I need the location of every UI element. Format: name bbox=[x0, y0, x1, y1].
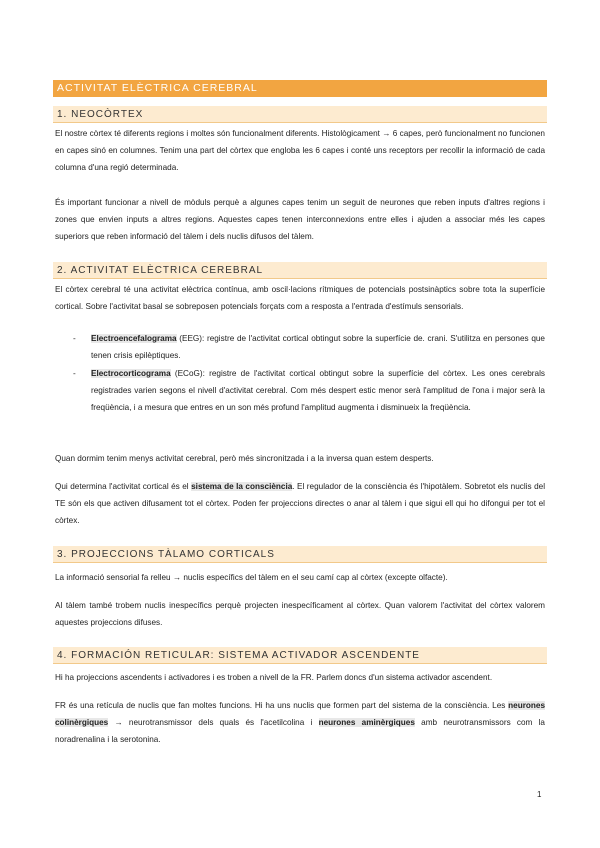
section-2-heading: 2. ACTIVITAT ELÈCTRICA CEREBRAL bbox=[53, 262, 547, 279]
s2-paragraph-3 bbox=[55, 478, 545, 529]
eeg-term: Electroencefalograma bbox=[91, 334, 177, 343]
list-dash: - bbox=[73, 369, 76, 378]
s4-p2-text-a: FR és una retícula de nuclis que fan moltes funcions. Hi ha uns nuclis que formen part del sistema de la consciència. Les bbox=[55, 701, 509, 710]
document-title: ACTIVITAT ELÈCTRICA CEREBRAL bbox=[53, 80, 547, 97]
s2-p3-text-b: . El regulador de la consciència és l'hipotàlem. Sobretot els nuclis del TE són els que activen difusament tot el còrtex. Poden fer projeccions directes o anar al tàlem i que sigui ell qui ho difongui per tot el còrtex. bbox=[55, 482, 546, 525]
s4-p2-text-c: amb neurotransmissors com la noradrenalina i la serotonina. bbox=[55, 718, 545, 744]
page-number: 1 bbox=[537, 790, 542, 799]
ecog-term: Electrocorticograma bbox=[91, 369, 171, 378]
highlight-sistema-consciencia: sistema de la consciència bbox=[191, 482, 293, 491]
s2-p3-text-a: Qui determina l'activitat cortical és el bbox=[55, 482, 192, 491]
list-item-eeg bbox=[91, 330, 545, 364]
s2-paragraph-2: Quan dormim tenim menys activitat cerebral, però més sincronitzada i a la inversa quan estem desperts. bbox=[55, 454, 434, 463]
s4-p2-text-b: → neurotransmissor dels quals és l'acetilcolina i bbox=[108, 718, 319, 727]
highlight-neurones-aminergiques: neurones aminèrgiques bbox=[318, 718, 415, 727]
s4-paragraph-2 bbox=[55, 697, 545, 748]
section-3-heading: 3. PROJECCIONS TÀLAMO CORTICALS bbox=[53, 546, 547, 563]
list-item-ecog bbox=[91, 365, 545, 416]
s1-paragraph-2: És important funcionar a nivell de mòduls perquè a algunes capes tenim un seguit de neurones que reben inputs d'altres regions i zones que envien inputs a altres regions. Aquestes capes tenen interconnexions entre elles i ajuden a associar més les capes superiors que reben informació del tàlem i dels nuclis difusos del tàlem. bbox=[55, 198, 545, 241]
ecog-description: (ECoG): registre de l'activitat cortical obtingut sobre la superfície del còrtex. Les ones cerebrals registrades varien segons el nivell d'activitat cerebral. Com més despert estic menor serà l'amplitud de l'ona i major serà la freqüència, i a mesura que entres en un son més profund l'amplitud augmenta i disminueix la freqüència. bbox=[91, 369, 545, 412]
eeg-description: (EEG): registre de l'activitat cortical obtingut sobre la superfície de. crani. S'utilitza en persones que tenen crisis epilèptiques. bbox=[91, 334, 545, 360]
list-dash: - bbox=[73, 334, 76, 343]
s3-paragraph-1: La informació sensorial fa relleu → nuclis específics del tàlem en el seu camí cap al còrtex (excepte olfacte). bbox=[55, 573, 448, 582]
s3-paragraph-2: Al tàlem també trobem nuclis inespecífics perquè projecten inespecíficament al còrtex. Quan valorem l'activitat del còrtex valorem aquestes projeccions difuses. bbox=[55, 601, 545, 627]
s2-paragraph-1: El còrtex cerebral té una activitat elèctrica contínua, amb oscil·lacions rítmiques de potencials postsinàptics sobre tota la superfície cortical. Sobre l'activitat basal se sobreposen potencials forçats com a resposta a l'entrada d'estímuls sensorials. bbox=[55, 285, 545, 311]
s4-paragraph-1: Hi ha projeccions ascendents i activadores i es troben a nivell de la FR. Parlem doncs d'un sistema activador ascendent. bbox=[55, 673, 493, 682]
highlight-neurones-colinergiques: neurones colinèrgiques bbox=[55, 701, 545, 727]
section-4-heading: 4. FORMACIÓN RETICULAR: SISTEMA ACTIVADOR ASCENDENTE bbox=[53, 647, 547, 664]
s1-paragraph-1: El nostre còrtex té diferents regions i moltes són funcionalment diferents. Histològicament → 6 capes, però funcionalment no funcionen en capes sinó en columnes. Tenim una part del còrtex que engloba les 6 capes i conté uns receptors per recollir la informació de cada columna d'una regió determinada. bbox=[55, 129, 545, 172]
section-1-heading: 1. NEOCÒRTEX bbox=[53, 106, 547, 123]
